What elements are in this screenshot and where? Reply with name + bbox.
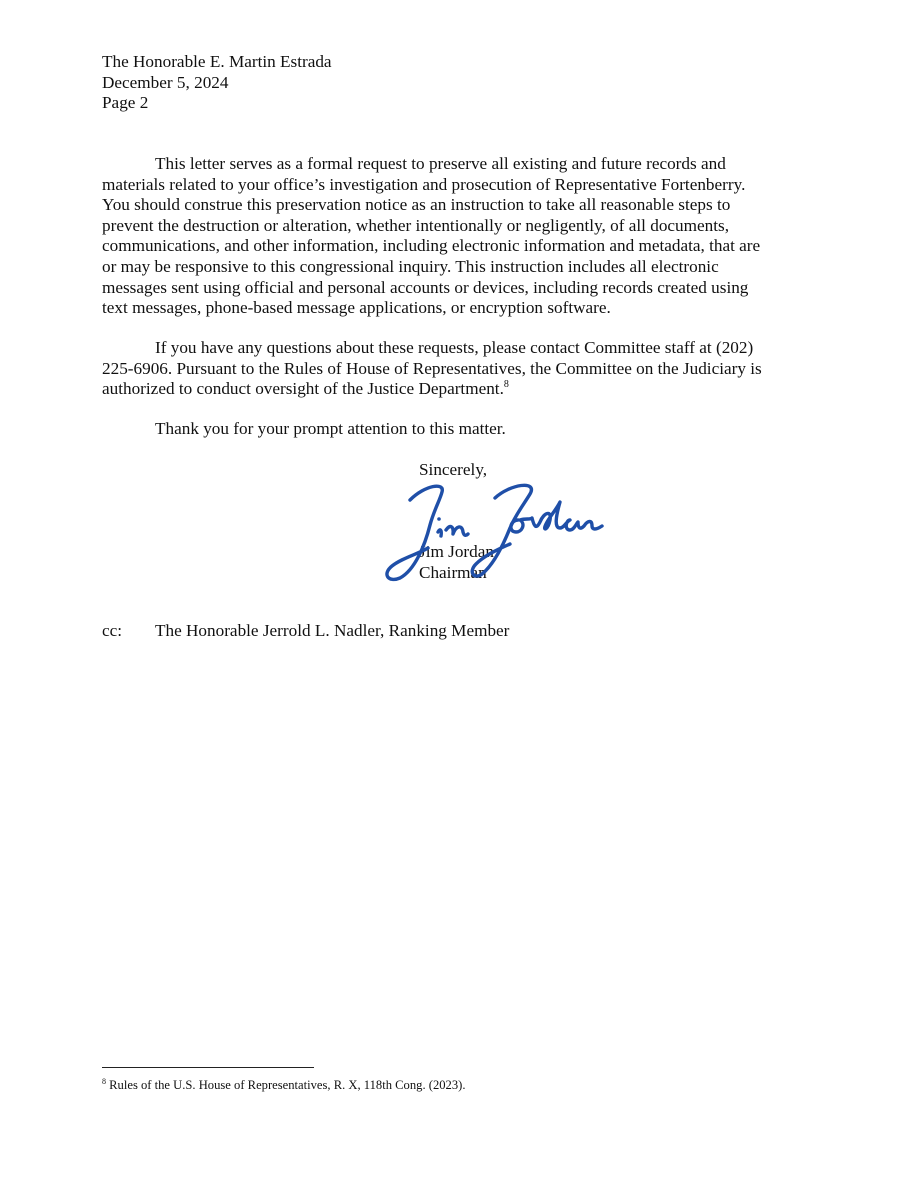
handwritten-signature [370,470,620,585]
footnote-number: 8 [102,1077,106,1086]
letter-header [102,52,762,114]
date-line: December 5, 2024 [102,72,229,92]
footnote-divider [102,1067,314,1068]
footnote-text: Rules of the U.S. House of Representatives, R. X, 118th Cong. (2023). [109,1078,466,1092]
contact-paragraph-text: If you have any questions about these requests, please contact Committee staff at (202) 225-6906. Pursuant to the Rules of House of Representatives, the Committee on the Judiciary is authorized to conduct oversight of the Justice Department. [102,338,762,399]
contact-paragraph [102,338,764,400]
cc-line [102,621,509,642]
footnote-reference: 8 [503,379,509,391]
cc-label: cc: [102,621,123,640]
signer-name: Jim Jordan [419,542,494,561]
cc-recipient: The Honorable Jerrold L. Nadler, Ranking Member [155,621,510,640]
preservation-request-paragraph: This letter serves as a formal request to preserve all existing and future records and materials related to your office’s investigation and prosecution of Representative Fortenberry. You should construe this preservation notice as an instruction to take all reasonable steps to prevent the destruction or alteration, whether intentionally or negligently, of all documents, communications, and other information, including electronic information and metadata, that are or may be responsive to this congressional inquiry. This instruction includes all electronic messages sent using official and personal accounts or devices, including records created using text messages, phone-based message applications, or encryption software. [102,154,761,318]
signer-title: Chairman [419,562,487,582]
footnote [102,1078,465,1093]
salutation: Sincerely, [419,460,488,479]
signer-block [419,542,494,583]
recipient-line: The Honorable E. Martin Estrada [102,52,332,71]
page-number: Page 2 [102,93,149,113]
thank-you-paragraph: Thank you for your prompt attention to this matter. [155,419,506,438]
closing-block [419,460,679,481]
